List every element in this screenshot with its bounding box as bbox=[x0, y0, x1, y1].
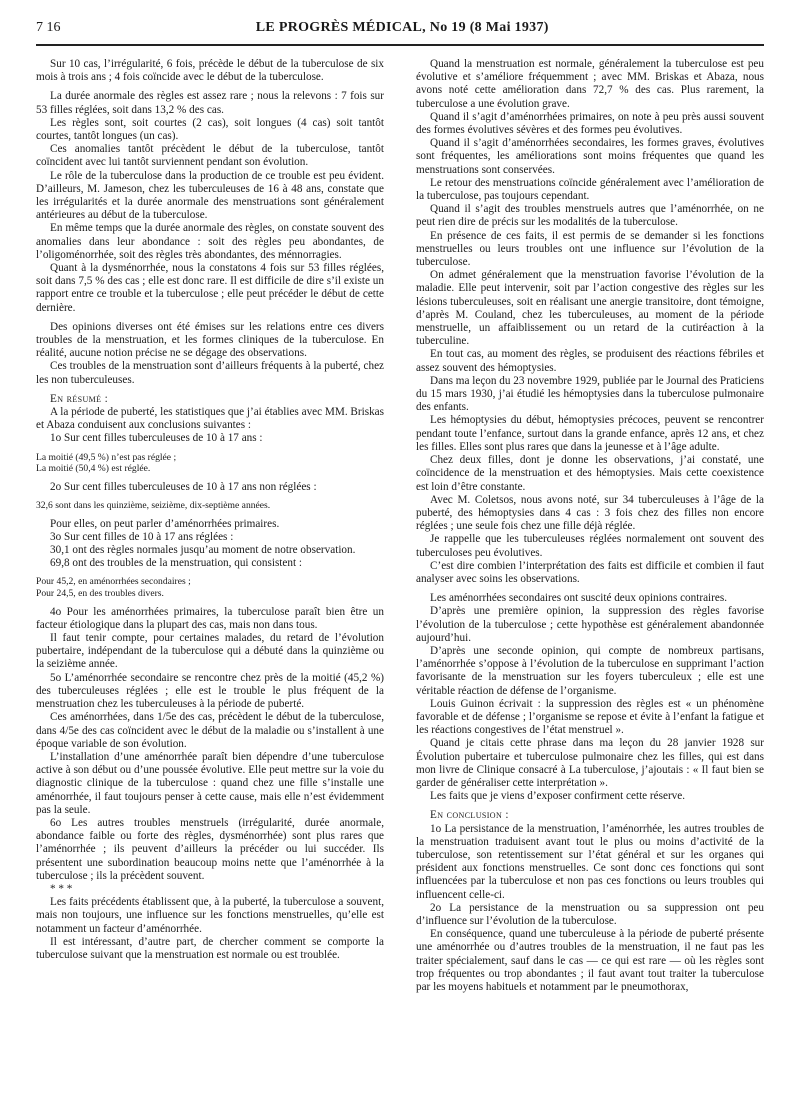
paragraph: Les faits que je viens d’exposer confirment cette réserve. bbox=[430, 790, 686, 803]
paragraph: 69,8 ont des troubles de la menstruation, qui consistent : bbox=[50, 557, 302, 570]
paragraph: D’après une première opinion, la suppression des règles favorise l’évolution de la tuberculose ; cette hypothèse est généralement abandonnée aujourd’hui. bbox=[416, 605, 764, 644]
paragraph: Ces aménorrhées, dans 1/5e des cas, précèdent le début de la tuberculose, dans 4/5e des cas coïncident avec le début de la maladie ou s’installent à une époque variable de son évolution. bbox=[36, 711, 384, 750]
paragraph: Chez deux filles, dont je donne les observations, j’ai constaté, une coïncidence de la menstruation et des hémoptysies. Mais cette coexistence est loin d’être constante. bbox=[416, 454, 764, 493]
paragraph: La durée anormale des règles est assez rare ; nous la relevons : 7 fois sur 53 filles réglées, soit dans 13,2 % des cas. bbox=[36, 90, 384, 116]
paragraph: En présence de ces faits, il est permis de se demander si les fonctions menstruelles ou leurs troubles ont une influence sur l’évolution de la tuberculose. bbox=[416, 229, 764, 269]
list-item: 2o La persistance de la menstruation ou sa suppression ont peu d’influence sur l’évolution de la tuberculose. bbox=[416, 901, 764, 927]
page-header bbox=[36, 20, 764, 46]
conclusion-heading: En conclusion : bbox=[430, 809, 509, 822]
list-item: 3o Sur cent filles de 10 à 17 ans réglées : bbox=[50, 530, 234, 543]
paragraph: Quand il s’agit d’aménorrhées primaires, on note à peu près aussi souvent des formes évolutives sévères et des formes peu évolutives. bbox=[416, 110, 764, 137]
paragraph: Les aménorrhées secondaires ont suscité deux opinions contraires. bbox=[430, 592, 727, 605]
paragraph: Sur 10 cas, l’irrégularité, 6 fois, précède le début de la tuberculose de six mois à trois ans ; 4 fois coïncide avec le début de la tuberculose. bbox=[36, 58, 384, 84]
paragraph: Le rôle de la tuberculose dans la production de ce trouble est peu évident. D’ailleurs, M. Jameson, chez les tuberculeuses de 16 à 48 ans, constate que les irrégularités et la durée anormale des menstruations sont généralement antérieures au début de la tuberculose. bbox=[36, 169, 384, 222]
stat-line: La moitié (49,5 %) n’est pas réglée ; bbox=[36, 451, 177, 463]
paragraph: En même temps que la durée anormale des règles, on constate souvent des anomalies dans leur abondance : soit des règles peu abondantes, de l’oligoménorrhée, soit des règles très abondantes, des ménnorragies. bbox=[36, 222, 384, 261]
paragraph: Quand je citais cette phrase dans ma leçon du 28 janvier 1928 sur Évolution pubertaire et tuberculose pulmonaire chez les filles, qui est dans mon livre de Clinique consacré à La tuberculose, j’ajoutais : « Il faut bien se garder de généraliser cette interprétation ». bbox=[416, 737, 764, 789]
paragraph: Ces anomalies tantôt précèdent le début de la tuberculose, tantôt coïncident avec lui tantôt surviennent pendant son évolution. bbox=[36, 143, 384, 169]
paragraph: Ces troubles de la menstruation sont d’ailleurs fréquents à la puberté, chez les non tuberculeuses. bbox=[36, 360, 384, 386]
list-item: 1o La persistance de la menstruation, l’aménorrhée, les autres troubles de la menstruation traduisent avant tout le plus ou moins d’activité de la tuberculose, son retentissement sur l’état général et sur les organes qui président aux fonctions menstruelles. Ce sont donc ces fonctions qui sont influencées par la tuberculose et non pas ces fonctions ou leurs troubles qui influencent celle-ci. bbox=[416, 822, 764, 901]
stat-line: Pour 24,5, en des troubles divers. bbox=[36, 588, 164, 600]
paragraph: En conséquence, quand une tuberculeuse à la période de puberté présente une aménorrhée ou d’autres troubles de la menstruation, il ne faut pas les traiter spécialement, sauf dans le cas — ce qui est rare — où les règles sont trop fréquentes ou trop abondantes ; il faut avant tout traiter la tuberculose par les moyens habituels et notamment par le pneumothorax, bbox=[416, 928, 764, 994]
paragraph: Des opinions diverses ont été émises sur les relations entre ces divers troubles de la menstruation, et les formes cliniques de la tuberculose. En réalité, aucune notion précise ne se dégage des observations. bbox=[36, 320, 384, 360]
list-item: 1o Sur cent filles tuberculeuses de 10 à 17 ans : bbox=[50, 432, 263, 445]
paragraph: L’installation d’une aménorrhée paraît bien dépendre d’une tuberculose active à son début ou d’une poussée évolutive. Elle peut mettre sur la voie du diagnostic clinique de la tuberculose : quand chez une fille s’installe une aménorrhée, il faut toujours penser à cette cause, mais elle n’est évidemment pas la seule. bbox=[36, 750, 384, 816]
header-rule bbox=[36, 44, 764, 46]
paragraph: Pour elles, on peut parler d’aménorrhées primaires. bbox=[50, 517, 280, 530]
paragraph: Il est intéressant, d’autre part, de chercher comment se comporte la tuberculose suivant que la menstruation est normale ou est troublée. bbox=[36, 935, 384, 961]
paragraph: Quand il s’agit des troubles menstruels autres que l’aménorrhée, on ne peut rien dire de précis sur les modalités de la tuberculose. bbox=[416, 203, 764, 229]
paragraph: Quand il s’agit d’aménorrhées secondaires, les formes graves, évolutives sont fréquentes, les améliorations sont moins fréquentes que quand les menstruations sont conservées. bbox=[416, 137, 764, 176]
list-item: 2o Sur cent filles tuberculeuses de 10 à 17 ans non réglées : bbox=[50, 480, 317, 493]
paragraph: Dans ma leçon du 23 novembre 1929, publiée par le Journal des Praticiens du 15 mars 1930, j’ai étudié les hémoptysies dans la tuberculose pulmonaire des enfants. bbox=[416, 374, 764, 414]
paragraph: Quand la menstruation est normale, généralement la tuberculose est peu évolutive et s’améliore fréquemment ; avec MM. Briskas et Abaza, nous avons noté cette amélioration dans 72,7 % des cas. Plus rarement, la tuberculose a une évolution grave. bbox=[416, 58, 764, 110]
journal-title: LE PROGRÈS MÉDICAL, No 19 (8 Mai 1937) bbox=[255, 20, 549, 35]
paragraph: On admet généralement que la menstruation favorise l’évolution de la maladie. Elle peut intervenir, soit par l’action congestive des règles sur les lésions tuberculeuses, soit en réalisant une anergie transitoire, dont témoigne, d’après M. Couland, chez les tuberculeuses, au moment de la période menstruelle, un affaiblissement ou un retard de la cutiréaction à la tuberculine. bbox=[416, 269, 764, 348]
section-separator: * * * bbox=[50, 882, 73, 895]
paragraph: Je rappelle que les tuberculeuses réglées normalement ont souvent des tuberculoses peu évolutives. bbox=[416, 533, 764, 559]
list-item: 6o Les autres troubles menstruels (irrégularité, durée anormale, abondance faible ou forte des règles, dysménorrhée) sont plus rares que l’aménorrhée ; ils peuvent d’ailleurs la précéder ou lui succéder. Ils présentent une subordination beaucoup moins nette que l’aménorrhée à la tuberculose ; ils la précèdent souvent. bbox=[36, 816, 384, 882]
left-column bbox=[36, 58, 384, 1083]
paragraph: C’est dire combien l’interprétation des faits est difficile et combien il faut analyser avec soins les observations. bbox=[416, 559, 764, 585]
paragraph: 30,1 ont des règles normales jusqu’au moment de notre observation. bbox=[50, 544, 356, 557]
paragraph: D’après une seconde opinion, qui compte de nombreux partisans, l’aménorrhée s’oppose à l’évolution de la tuberculose en supprimant l’action favorisante de la menstruation sur les foyers tuberculeux ; elle est une véritable réaction de défense de l’organisme. bbox=[416, 644, 764, 697]
paragraph: Avec M. Coletsos, nous avons noté, sur 34 tuberculeuses à l’âge de la puberté, des hémoptysies dans 4 cas : 3 fois chez des filles non encore réglées ; une seule fois chez une fille déjà réglée. bbox=[416, 493, 764, 533]
page-number: 7 16 bbox=[36, 20, 61, 35]
paragraph: Le retour des menstruations coïncide généralement avec l’amélioration de la tuberculose, pas toujours cependant. bbox=[416, 176, 764, 203]
paragraph: Quant à la dysménorrhée, nous la constatons 4 fois sur 53 filles réglées, soit dans 7,5 % des cas ; elle est donc rare. Il est difficile de dire s’il existe un rapport entre ce trouble et la tuberculose ; elle peut précéder le début de cette dernière. bbox=[36, 262, 384, 314]
paragraph: Les règles sont, soit courtes (2 cas), soit longues (4 cas) soit tantôt courtes, tantôt longues (un cas). bbox=[36, 116, 384, 143]
stat-line: 32,6 sont dans les quinzième, seizième, dix-septième années. bbox=[36, 500, 271, 512]
stat-line: La moitié (50,4 %) est réglée. bbox=[36, 463, 151, 475]
stat-line: Pour 45,2, en aménorrhées secondaires ; bbox=[36, 576, 191, 588]
paragraph: Il faut tenir compte, pour certaines malades, du retard de l’évolution pubertaire, indépendant de la tuberculose qui a débuté dans la quinzième ou la seizième année. bbox=[36, 632, 384, 671]
paragraph: Les hémoptysies du début, hémoptysies précoces, peuvent se rencontrer pendant toute l’enfance, surtout dans la grande enfance, après 12 ans, et chez les filles. Elles sont plus rares que dans la jeunesse et à l’âge adulte. bbox=[416, 414, 764, 453]
summary-heading: En résumé : bbox=[50, 392, 109, 405]
list-item: 5o L’aménorrhée secondaire se rencontre chez près de la moitié (45,2 %) des tuberculeuses réglées ; elle est le trouble le plus fréquent de la menstruation chez les tuberculeuses à la période de puberté. bbox=[36, 671, 384, 711]
paragraph: En tout cas, au moment des règles, se produisent des réactions fébriles et assez souvent des hémoptysies. bbox=[416, 348, 764, 374]
list-item: 4o Pour les aménorrhées primaires, la tuberculose paraît bien être un facteur étiologique dans la plupart des cas, mais non dans tous. bbox=[36, 605, 384, 631]
paragraph: Les faits précédents établissent que, à la puberté, la tuberculose a souvent, mais non toujours, une influence sur les fonctions menstruelles, qu’elle est notamment un facteur d’aménorrhée. bbox=[36, 896, 384, 935]
paragraph: Louis Guinon écrivait : la suppression des règles est « un phénomène favorable et de défense ; l’organisme se repose et évite à l’enfant la fatigue et les réactions congestives de l’état menstruel ». bbox=[416, 697, 764, 737]
right-column bbox=[416, 58, 764, 1083]
paragraph: A la période de puberté, les statistiques que j’ai établies avec MM. Briskas et Abaza conduisent aux conclusions suivantes : bbox=[36, 406, 384, 432]
